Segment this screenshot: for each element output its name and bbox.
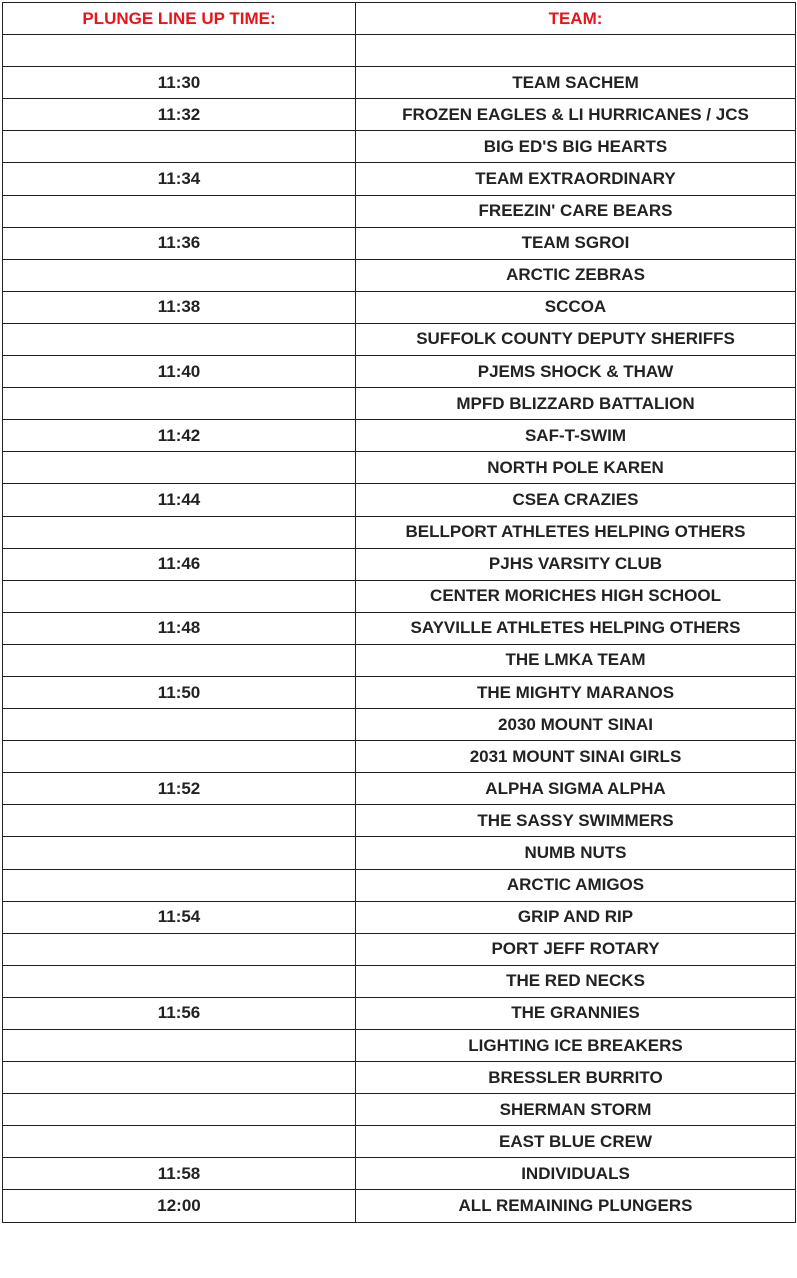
table-row	[3, 676, 796, 708]
header-time: PLUNGE LINE UP TIME:	[3, 3, 356, 35]
table-row	[3, 709, 796, 741]
time-cell	[3, 805, 356, 837]
team-cell: TEAM SGROI	[356, 227, 796, 259]
team-cell: FROZEN EAGLES & LI HURRICANES / JCS	[356, 99, 796, 131]
time-cell: 11:34	[3, 163, 356, 195]
table-row	[3, 869, 796, 901]
team-cell: FREEZIN' CARE BEARS	[356, 195, 796, 227]
team-cell: THE MIGHTY MARANOS	[356, 676, 796, 708]
table-row	[3, 35, 796, 67]
header-row	[3, 3, 796, 35]
time-cell	[3, 452, 356, 484]
time-cell	[3, 1126, 356, 1158]
time-cell: 12:00	[3, 1190, 356, 1222]
team-cell: ALPHA SIGMA ALPHA	[356, 773, 796, 805]
team-cell: INDIVIDUALS	[356, 1158, 796, 1190]
table-row	[3, 291, 796, 323]
table-row	[3, 580, 796, 612]
team-cell: SAYVILLE ATHLETES HELPING OTHERS	[356, 612, 796, 644]
table-row	[3, 420, 796, 452]
team-cell: SCCOA	[356, 291, 796, 323]
time-cell	[3, 131, 356, 163]
team-cell: NUMB NUTS	[356, 837, 796, 869]
team-cell: BRESSLER BURRITO	[356, 1062, 796, 1094]
time-cell	[3, 933, 356, 965]
time-cell: 11:56	[3, 997, 356, 1029]
table-row	[3, 837, 796, 869]
time-cell	[3, 709, 356, 741]
table-row	[3, 1126, 796, 1158]
table-row	[3, 933, 796, 965]
time-cell: 11:32	[3, 99, 356, 131]
table-row	[3, 741, 796, 773]
table-row	[3, 67, 796, 99]
team-cell: PJEMS SHOCK & THAW	[356, 356, 796, 388]
table-row	[3, 1062, 796, 1094]
team-cell	[356, 35, 796, 67]
table-row	[3, 131, 796, 163]
table-row	[3, 1030, 796, 1062]
time-cell	[3, 35, 356, 67]
table-row	[3, 548, 796, 580]
time-cell: 11:48	[3, 612, 356, 644]
table-header	[3, 3, 796, 35]
table-body	[3, 35, 796, 1222]
time-cell: 11:42	[3, 420, 356, 452]
table-row	[3, 1094, 796, 1126]
table-row	[3, 965, 796, 997]
time-cell: 11:46	[3, 548, 356, 580]
time-cell: 11:52	[3, 773, 356, 805]
table-row	[3, 259, 796, 291]
table-row	[3, 99, 796, 131]
table-row	[3, 805, 796, 837]
plunge-schedule-table	[2, 2, 796, 1223]
table-row	[3, 195, 796, 227]
time-cell: 11:30	[3, 67, 356, 99]
team-cell: THE GRANNIES	[356, 997, 796, 1029]
table-row	[3, 997, 796, 1029]
table-row	[3, 452, 796, 484]
time-cell	[3, 965, 356, 997]
team-cell: THE SASSY SWIMMERS	[356, 805, 796, 837]
team-cell: PORT JEFF ROTARY	[356, 933, 796, 965]
table-row	[3, 388, 796, 420]
time-cell: 11:58	[3, 1158, 356, 1190]
table-row	[3, 163, 796, 195]
time-cell	[3, 195, 356, 227]
team-cell: TEAM EXTRAORDINARY	[356, 163, 796, 195]
team-cell: LIGHTING ICE BREAKERS	[356, 1030, 796, 1062]
time-cell	[3, 323, 356, 355]
team-cell: BELLPORT ATHLETES HELPING OTHERS	[356, 516, 796, 548]
team-cell: CSEA CRAZIES	[356, 484, 796, 516]
time-cell	[3, 1030, 356, 1062]
team-cell: SAF-T-SWIM	[356, 420, 796, 452]
team-cell: MPFD BLIZZARD BATTALION	[356, 388, 796, 420]
table-row	[3, 1190, 796, 1222]
time-cell: 11:36	[3, 227, 356, 259]
time-cell	[3, 259, 356, 291]
time-cell: 11:44	[3, 484, 356, 516]
table-row	[3, 612, 796, 644]
time-cell	[3, 388, 356, 420]
team-cell: TEAM SACHEM	[356, 67, 796, 99]
table-row	[3, 1158, 796, 1190]
time-cell	[3, 1062, 356, 1094]
time-cell	[3, 869, 356, 901]
team-cell: PJHS VARSITY CLUB	[356, 548, 796, 580]
team-cell: ALL REMAINING PLUNGERS	[356, 1190, 796, 1222]
team-cell: THE RED NECKS	[356, 965, 796, 997]
team-cell: SHERMAN STORM	[356, 1094, 796, 1126]
table-row	[3, 323, 796, 355]
team-cell: SUFFOLK COUNTY DEPUTY SHERIFFS	[356, 323, 796, 355]
time-cell	[3, 1094, 356, 1126]
team-cell: THE LMKA TEAM	[356, 644, 796, 676]
team-cell: 2030 MOUNT SINAI	[356, 709, 796, 741]
time-cell: 11:38	[3, 291, 356, 323]
time-cell	[3, 644, 356, 676]
time-cell: 11:50	[3, 676, 356, 708]
team-cell: GRIP AND RIP	[356, 901, 796, 933]
time-cell: 11:54	[3, 901, 356, 933]
table-row	[3, 773, 796, 805]
table-row	[3, 484, 796, 516]
time-cell	[3, 516, 356, 548]
team-cell: ARCTIC AMIGOS	[356, 869, 796, 901]
header-team: TEAM:	[356, 3, 796, 35]
team-cell: ARCTIC ZEBRAS	[356, 259, 796, 291]
table-row	[3, 644, 796, 676]
table-row	[3, 227, 796, 259]
table-row	[3, 901, 796, 933]
time-cell: 11:40	[3, 356, 356, 388]
table-row	[3, 356, 796, 388]
team-cell: CENTER MORICHES HIGH SCHOOL	[356, 580, 796, 612]
team-cell: BIG ED'S BIG HEARTS	[356, 131, 796, 163]
table-row	[3, 516, 796, 548]
team-cell: EAST BLUE CREW	[356, 1126, 796, 1158]
team-cell: NORTH POLE KAREN	[356, 452, 796, 484]
team-cell: 2031 MOUNT SINAI GIRLS	[356, 741, 796, 773]
time-cell	[3, 580, 356, 612]
time-cell	[3, 741, 356, 773]
time-cell	[3, 837, 356, 869]
